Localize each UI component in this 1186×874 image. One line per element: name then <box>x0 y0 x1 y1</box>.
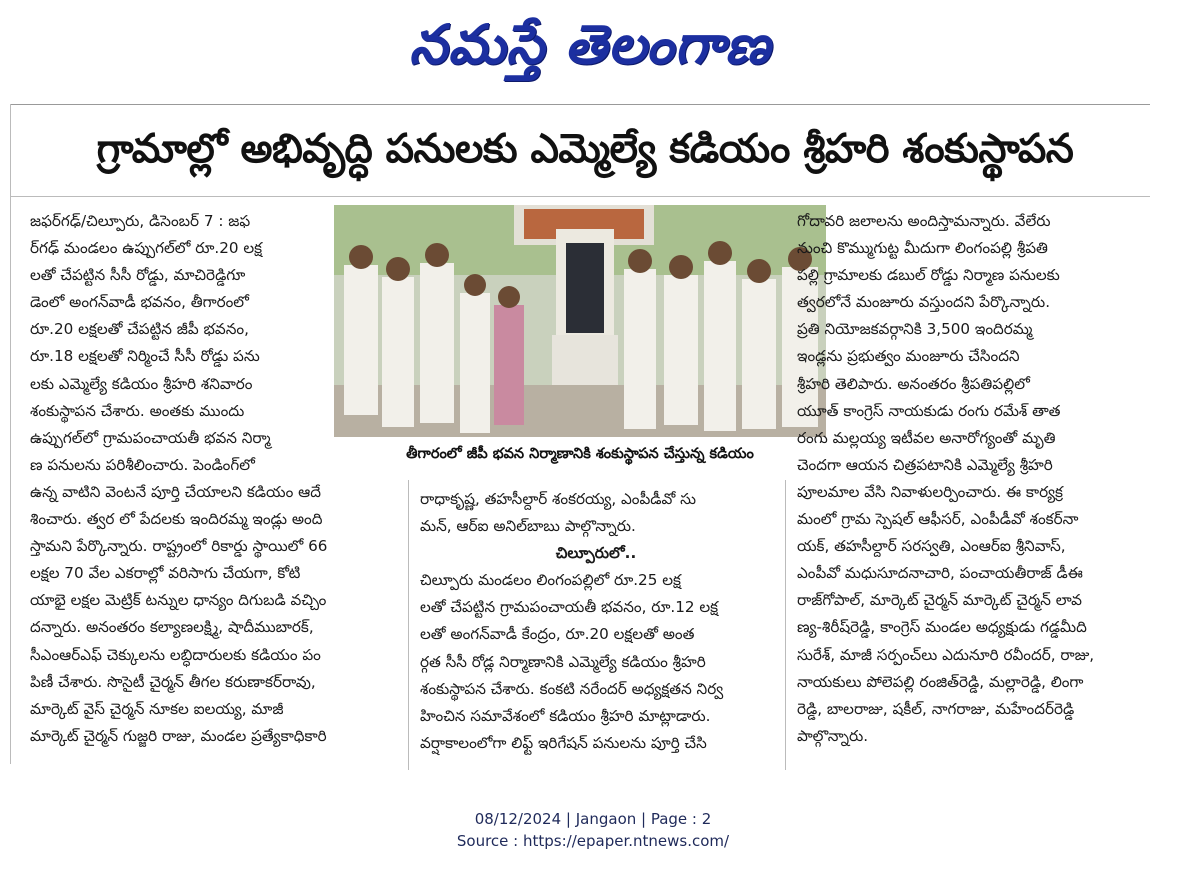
newspaper-logo: నమస్తే తెలంగాణ <box>409 13 771 76</box>
footer-edition-info: 08/12/2024 | Jangaon | Page : 2 <box>474 810 712 828</box>
footer-source-link[interactable]: Source : https://epaper.ntnews.com/ <box>456 832 730 850</box>
article-column-middle <box>420 486 772 772</box>
masthead <box>0 0 1186 90</box>
top-divider <box>10 104 1150 105</box>
middle-body-text: చిల్పూరు మండలం లింగంపల్లిలో రూ.25 లక్ష లతో చేపట్టిన గ్రామపంచాయతీ భవనం, రూ.12 లక్ష లతో అంగన్‌వాడీ కేంద్రం, రూ.20 లక్షలతో అంత ర్గత సీసీ రోడ్ల నిర్మాణానికి ఎమ్మెల్యే కడియం శ్రీహరి శంకుస్థాపన చేశారు. కంకటి నరేందర్ అధ్యక్షతన నిర్వ హించిన సమావేశంలో కడియం శ్రీహరి మాట్లాడారు. వర్షాకాలంలోగా లిఫ్ట్ ఇరిగేషన్ పనులను పూర్తి చేసి <box>420 571 724 752</box>
middle-intro-text: రాధాకృష్ణ, తహసీల్దార్ శంకరయ్య, ఎంపీడీవో సు మన్, ఆర్‌ఐ అనిల్‌బాబు పాల్గొన్నారు. <box>420 490 697 536</box>
page-footer <box>0 808 1186 858</box>
article-column-right: గోదావరి జలాలను అందిస్తామన్నారు. వేలేరు నుంచి కొమ్ముగుట్ట మీదుగా లింగంపల్లి శ్రీపతి పల్లి గ్రామాలకు డబుల్ రోడ్డు నిర్మాణ పనులకు త్వరలోనే మంజూరు వస్తుందని పేర్కొన్నారు. ప్రతి నియోజకవర్గానికి 3,500 ఇందిరమ్మ ఇండ్లను ప్రభుత్వం మంజూరు చేసిందని శ్రీహరి తెలిపారు. అనంతరం శ్రీపతిపల్లిలో యూత్ కాంగ్రెస్ నాయకుడు రంగు రమేశ్ తాత రంగు మల్లయ్య ఇటీవల అనారోగ్యంతో మృతి చెందగా ఆయన చిత్రపటానికి ఎమ్మెల్యే శ్రీహరి పూలమాల వేసి నివాళులర్పించారు. ఈ కార్యక్ర మంలో గ్రామ స్పెషల్ ఆఫీసర్, ఎంపీడీవో శంకర్‌నా యక్, తహసీల్దార్ సరస్వతి, ఎంఆర్‌ఐ శ్రీనివాస్, ఎంపీవో మధుసూదనాచారి, పంచాయతీరాజ్ డీఈ రాజ్‌గోపాల్, మార్కెట్ చైర్మన్ మార్కెట్ చైర్మన్ లావ ణ్య-శిరీష్‌రెడ్డి, కాంగ్రెస్ మండల అధ్యక్షుడు గడ్డమీది సురేశ్, మాజీ సర్పంచ్‌లు ఎదునూరి రవీందర్, రాజు, నాయకులు పోలెపల్లి రంజిత్‌రెడ్డి, మల్లారెడ్డి, లింగా రెడ్డి, బాలరాజు, షకీల్, నాగరాజు, మహేందర్‌రెడ్డి పాల్గొన్నారు. <box>797 212 1095 745</box>
middle-subheading: చిల్పూరులో.. <box>555 544 637 563</box>
article-photo <box>334 205 826 437</box>
left-border <box>10 104 11 764</box>
column-divider-2 <box>785 480 786 770</box>
ceremony-photo-illustration <box>334 205 826 437</box>
column-divider-1 <box>408 480 409 770</box>
headline-divider <box>10 196 1150 197</box>
photo-caption: తీగారంలో జీపీ భవన నిర్మాణానికి శంకుస్థాపన చేస్తున్న కడియం <box>406 446 754 462</box>
article-column-left: జఫర్‌గఢ్/చిల్పూరు, డిసెంబర్ 7 : జఫ ర్‌గఢ్ మండలం ఉప్పుగల్‌లో రూ.20 లక్ష లతో చేపట్టిన సీసీ రోడ్డు, మాచిరెడ్డిగూ డెంలో అంగన్‌వాడీ భవనం, తీగారంలో రూ.20 లక్షలతో చేపట్టిన జీపీ భవనం, రూ.18 లక్షలతో నిర్మించే సీసీ రోడ్డు పను లకు ఎమ్మెల్యే కడియం శ్రీహరి శనివారం శంకుస్థాపన చేశారు. అంతకు ముందు ఉప్పుగల్‌లో గ్రామపంచాయతీ భవన నిర్మా ణ పనులను పరిశీలించారు. పెండింగ్‌లో ఉన్న వాటిని వెంటనే పూర్తి చేయాలని కడియం ఆదే శించారు. త్వర లో పేదలకు ఇందిరమ్మ ఇండ్లు అంది స్తామని పేర్కొన్నారు. రాష్ట్రంలో రికార్డు స్థాయిలో 66 లక్షల 70 వేల ఎకరాల్లో వరిసాగు చేయగా, కోటి యాభై లక్షల మెట్రిక్ టన్నుల ధాన్యం దిగుబడి వచ్చిం దన్నారు. అనంతరం కల్యాణలక్ష్మి, షాదీముబారక్, సీఎంఆర్‌ఎఫ్ చెక్కులను లబ్ధిదారులకు కడియం పం పిణీ చేశారు. సొసైటీ చైర్మన్ తీగల కరుణాకర్‌రావు, మార్కెట్ వైస్ చైర్మన్ నూకల ఐలయ్య, మాజీ మార్కెట్ చైర్మన్ గుజ్జరి రాజు, మండల ప్రత్యేకాధికారి <box>30 212 328 745</box>
article-headline: గ్రామాల్లో అభివృద్ధి పనులకు ఎమ్మెల్యే కడియం శ్రీహరి శంకుస్థాపన <box>96 126 1074 172</box>
